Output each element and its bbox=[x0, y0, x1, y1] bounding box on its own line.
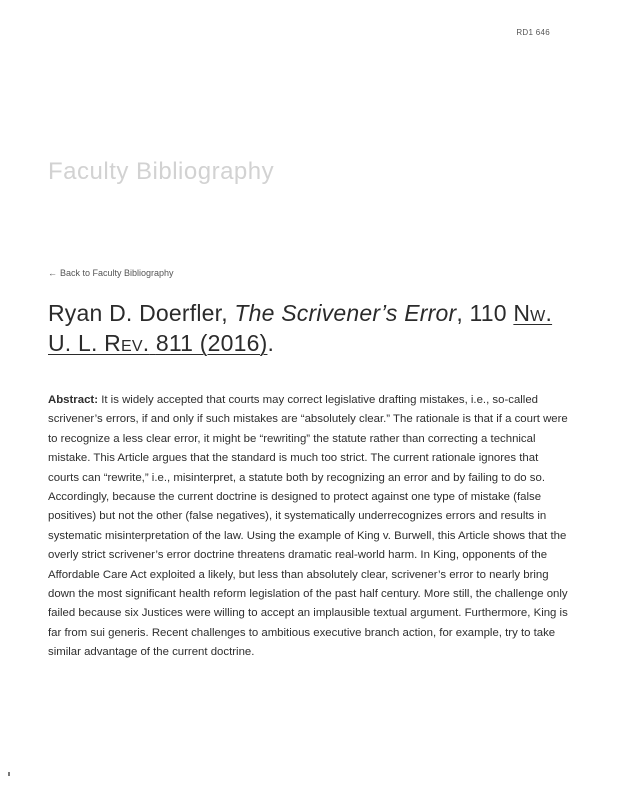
abstract-text: It is widely accepted that courts may correct legislative drafting mistakes, i.e., so-called scrivener’s errors, if and only if such mistakes are “absolutely clear.” The rationale is that if a court were to recognize a less clear error, it might be “rewriting” the statute rather than correcting a technical mistake. This Article argues that the standard is much too strict. The current rationale ignores that courts can “rewrite,” i.e., misinterpret, a statute both by recognizing an error and by failing to do so. Accordingly, because the current doctrine is designed to protect against one type of mistake (false positives) but not the other (false negatives), it systematically underrecognizes errors and results in systematic misinterpretation of the law. Using the example of King v. Burwell, this Article shows that the overly strict scrivener’s error doctrine threatens dramatic real-world harm. In King, opponents of the Affordable Care Act exploited a likely, but less than absolutely clear, scrivener’s error to nearly bring down the most significant health reform legislation of the past half century. More still, the challenge only failed because six Justices were willing to accept an implausible textual argument. Furthermore, King is far from sui generis. Recent challenges to ambitious executive branch action, for example, try to take similar advantage of the current doctrine. bbox=[48, 394, 568, 659]
breadcrumb bbox=[48, 268, 174, 278]
section-heading: Faculty Bibliography bbox=[48, 158, 275, 185]
citation-separator: , bbox=[221, 300, 235, 326]
scan-margin-mark bbox=[8, 772, 10, 776]
abstract-label: Abstract: bbox=[48, 394, 99, 406]
citation-pages-year[interactable]: 811 (2016) bbox=[155, 330, 268, 356]
citation-volume: , 110 bbox=[456, 300, 507, 326]
citation-article-title: The Scrivener’s Error bbox=[234, 300, 457, 326]
citation-title bbox=[48, 298, 578, 358]
citation-journal[interactable]: Nw. U. L. Rev. bbox=[48, 300, 553, 356]
back-arrow-icon[interactable]: ← bbox=[48, 268, 57, 278]
citation-author: Ryan D. Doerfler bbox=[48, 300, 222, 326]
abstract-paragraph bbox=[48, 391, 572, 663]
citation-end: . bbox=[267, 330, 275, 356]
back-to-bibliography-link[interactable]: Back to Faculty Bibliography bbox=[60, 268, 174, 278]
page-identifier: RD1 646 bbox=[516, 28, 550, 37]
